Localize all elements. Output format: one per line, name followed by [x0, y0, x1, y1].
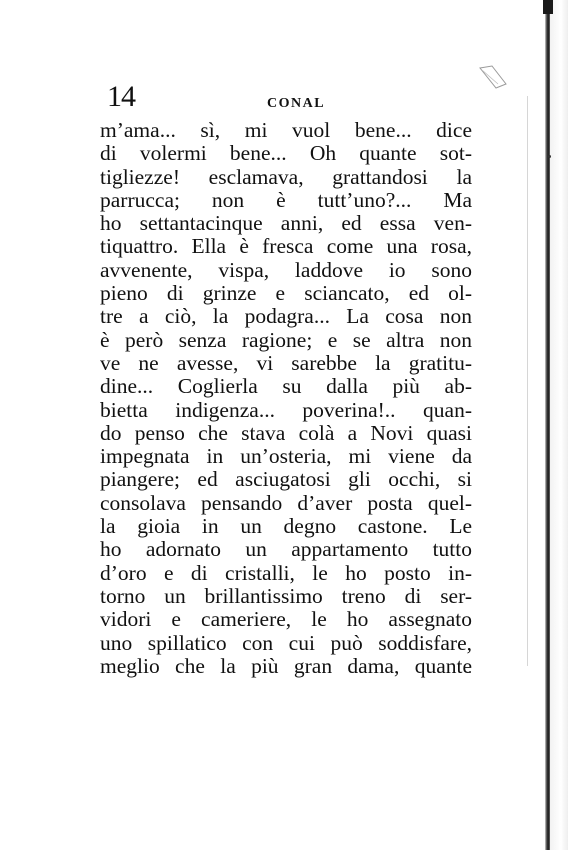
text-line: impegnata in un’osteria, mi viene da — [100, 444, 472, 469]
text-line: tiquattro. Ella è fresca come una rosa, — [100, 234, 472, 259]
text-line: pieno di grinze e sciancato, ed ol- — [100, 281, 472, 306]
text-line: dine... Coglierla su dalla più ab- — [100, 374, 472, 399]
scan-edge-margin — [550, 0, 568, 850]
text-line: piangere; ed asciugatosi gli occhi, si — [100, 467, 472, 492]
text-line: meglio che la più gran dama, quante — [100, 653, 472, 678]
text-line: d’oro e di cristalli, le ho posto in- — [100, 560, 472, 585]
text-line: bietta indigenza... poverina!.. quan- — [100, 397, 472, 422]
text-line: parrucca; non è tutt’uno?... Ma — [100, 187, 472, 212]
text-line: uno spillatico con cui può soddisfare, — [100, 630, 472, 655]
text-line: m’ama... sì, mi vuol bene... dice — [100, 118, 472, 142]
text-line: consolava pensando d’aver posta quel- — [100, 490, 472, 515]
text-line: di volermi bene... Oh quante sot- — [100, 141, 472, 166]
text-line: tigliezze! esclamava, grattandosi la — [100, 164, 472, 189]
text-line: avvenente, vispa, laddove io sono — [100, 257, 472, 282]
text-line: tre a ciò, la podagra... La cosa non — [100, 304, 472, 329]
text-line: ho settantacinque anni, ed essa ven- — [100, 211, 472, 236]
body-text — [100, 119, 472, 678]
paper-mark-icon — [478, 64, 508, 90]
text-line: ho adornato un appartamento tutto — [100, 537, 472, 562]
scan-speck — [548, 155, 551, 158]
page-fold-line — [527, 96, 528, 666]
text-line: è però senza ragione; e se altra non — [100, 327, 472, 352]
text-line: do penso che stava colà a Novi quasi — [100, 420, 472, 445]
text-line: vidori e cameriere, le ho assegnato — [100, 607, 472, 632]
running-head: CONAL — [267, 96, 326, 111]
page-number: 14 — [107, 80, 135, 113]
text-line: ve ne avesse, vi sarebbe la gratitu- — [100, 350, 472, 375]
scan-edge-shadow — [545, 0, 550, 850]
scan-corner-shadow — [543, 0, 553, 14]
text-line: torno un brillantissimo treno di ser- — [100, 583, 472, 608]
text-line: la gioia in un degno castone. Le — [100, 514, 472, 539]
